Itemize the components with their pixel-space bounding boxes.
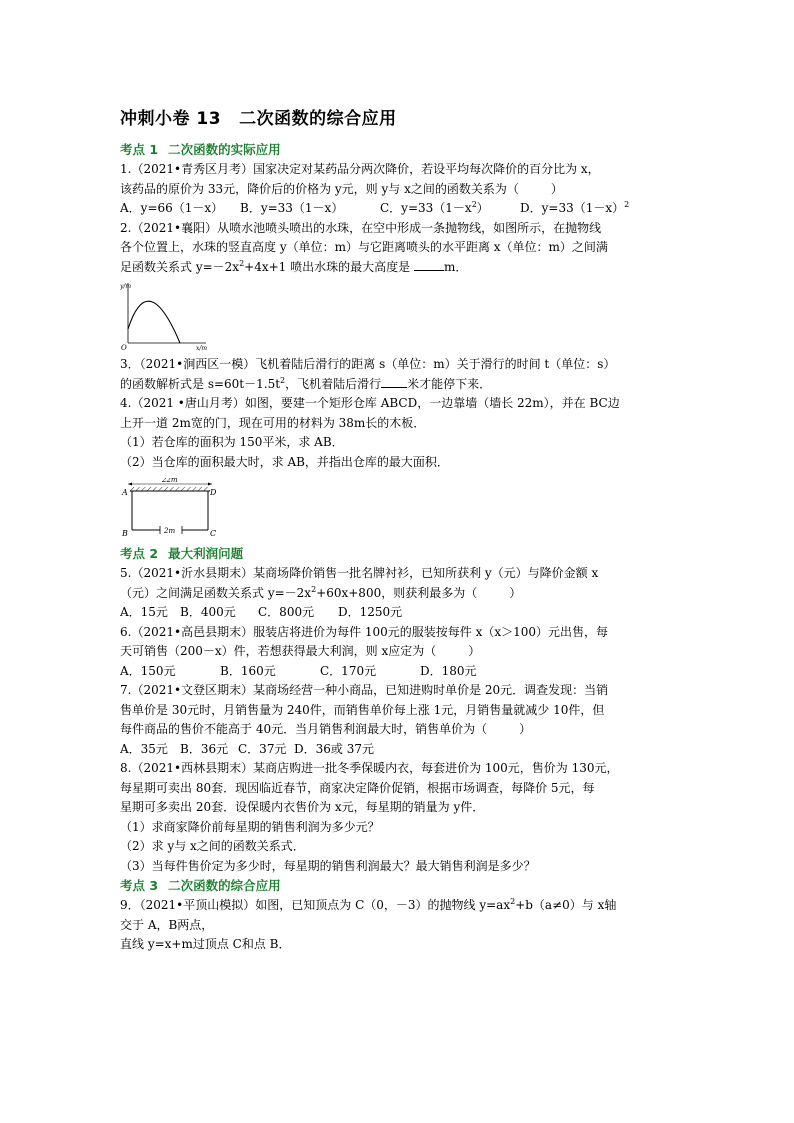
section-label: 考点 2 bbox=[120, 546, 159, 561]
warehouse-svg bbox=[120, 478, 230, 540]
option-a: A．150元 bbox=[120, 663, 176, 678]
sub-question: （2）求 y与 x之间的函数关系式． bbox=[120, 839, 305, 853]
parabola-svg bbox=[120, 279, 210, 351]
option-c: C．170元 bbox=[320, 663, 377, 678]
question-text: 5.（2021•沂水县期末）某商场降价销售一批名牌衬衫，已知所获利 y（元）与降价金额 x bbox=[120, 566, 599, 580]
sub-question: （3）当每件售价定为多少时，每星期的销售利润最大？最大销售利润是多少？ bbox=[120, 858, 536, 873]
question-text bbox=[120, 642, 680, 662]
question-6 bbox=[120, 623, 680, 682]
question-text: 售单价是 30元时，月销售量为 240件，而销售单价每上涨 1元，月销售量就减少 10件，但 bbox=[120, 702, 605, 717]
point-c-label: C bbox=[210, 529, 217, 538]
question-text: 2.（2021•襄阳）从喷水池喷头喷出的水珠，在空中形成一条抛物线，如图所示，在抛物线 bbox=[120, 220, 602, 235]
text-part: （元）之间满足函数关系式 y=－2x bbox=[120, 585, 312, 600]
origin-label: O bbox=[121, 344, 127, 351]
question-text: 3．（2021•涧西区一模）飞机着陆后滑行的距离 s（单位：m）关于滑行的时间 t（单位：s） bbox=[120, 357, 616, 371]
text-part: D．y=33（1－x） bbox=[520, 201, 625, 215]
section-heading-2 bbox=[120, 544, 680, 564]
option-b: B．400元 bbox=[180, 605, 236, 619]
sub-question: （1）若仓库的面积为 150平米，求 AB． bbox=[120, 435, 344, 449]
options bbox=[120, 603, 680, 623]
section-name: 二次函数的实际应用 bbox=[168, 142, 281, 157]
option-d: D．180元 bbox=[420, 663, 477, 678]
text-part: +60x+800，则获利最多为（ bbox=[316, 585, 478, 600]
section-name: 最大利润问题 bbox=[168, 546, 244, 561]
wall-length-label: 22m bbox=[162, 478, 178, 484]
question-text: 7.（2021•文登区期末）某商场经营一种小商品，已知进购时单价是 20元．调查发现：当销 bbox=[120, 683, 609, 697]
option-a: A．15元 bbox=[120, 605, 168, 619]
option-c: C．800元 bbox=[258, 605, 315, 619]
text-part: 每件商品的售价不能高于 40元．当月销售利润最大时，销售单价为（ bbox=[120, 722, 488, 736]
text-part: 该药品的原价为 33元，降价后的价格为 y元，则 y与 x之间的函数关系为（ bbox=[120, 181, 519, 196]
title-prefix: 冲刺小卷 13 bbox=[120, 109, 222, 129]
question-text bbox=[120, 258, 680, 278]
option-d bbox=[520, 199, 629, 219]
options bbox=[120, 662, 680, 682]
arrow-right bbox=[208, 483, 212, 486]
question-4 bbox=[120, 394, 680, 540]
text-part: ） bbox=[476, 201, 489, 215]
question-text: 1.（2021•青秀区月考）国家决定对某药品分两次降价，若设平均每次降价的百分比为 x， bbox=[120, 162, 600, 176]
answer-blank[interactable] bbox=[414, 260, 444, 271]
text-part: 9．（2021•平顶山模拟）如图，已知顶点为 C（0，－3）的抛物线 y=ax bbox=[120, 898, 511, 912]
point-d-label: D bbox=[210, 488, 217, 497]
section-heading-3 bbox=[120, 876, 680, 896]
text-part: ） bbox=[550, 181, 563, 196]
text-part: C．y=33（1－x bbox=[380, 201, 472, 215]
text-part: ） bbox=[509, 585, 522, 600]
question-text bbox=[120, 896, 680, 916]
question-text: 6.（2021•高邑县期末）服装店将进价为每件 100元的服装按每件 x（x＞100）元出售，每 bbox=[120, 624, 609, 639]
text-part: +b（a≠0）与 x轴 bbox=[515, 898, 617, 912]
text-part: ） bbox=[468, 644, 481, 658]
worksheet bbox=[120, 108, 680, 955]
text-part: 米才能停下来． bbox=[407, 376, 492, 391]
page-title bbox=[120, 108, 680, 130]
text-part: 天可销售（200－x）件，若想获得最大利润，则 x应定为（ bbox=[120, 644, 437, 658]
question-text: 8.（2021•西林县期末）某商店购进一批冬季保暖内衣，每套进价为 100元，售价为 130元， bbox=[120, 761, 619, 775]
superscript: 2 bbox=[239, 258, 245, 268]
y-axis-label: y/m bbox=[120, 283, 132, 290]
question-text bbox=[120, 180, 680, 200]
text-part: 的函数解析式是 s=60t－1.5t bbox=[120, 376, 281, 391]
section-name: 二次函数的综合应用 bbox=[168, 878, 281, 893]
text-part: ，飞机着陆后滑行 bbox=[285, 376, 382, 391]
option-b: B．160元 bbox=[220, 663, 276, 678]
wall-hatching bbox=[130, 487, 210, 491]
superscript: 2 bbox=[280, 375, 286, 385]
parabola-curve bbox=[128, 301, 180, 343]
superscript: 2 bbox=[510, 897, 516, 906]
options bbox=[120, 199, 680, 219]
x-axis-label: x/m bbox=[196, 345, 208, 351]
question-text bbox=[120, 375, 680, 395]
question-text bbox=[120, 584, 680, 604]
text-part: m． bbox=[443, 259, 468, 274]
door-width-label: 2m bbox=[164, 527, 176, 535]
question-3 bbox=[120, 355, 680, 394]
question-text: 星期可多卖出 20套．设保暖内衣售价为 x元，每星期的销量为 y件． bbox=[120, 800, 485, 814]
answer-blank[interactable] bbox=[381, 377, 407, 388]
question-5 bbox=[120, 564, 680, 623]
option-a: A．y=66（1－x） bbox=[120, 201, 224, 215]
parabola-figure bbox=[120, 279, 210, 351]
section-label: 考点 1 bbox=[120, 142, 159, 157]
option-d: D．1250元 bbox=[338, 605, 403, 619]
text-part: ） bbox=[519, 722, 532, 736]
option-d: D．36或 37元 bbox=[294, 741, 374, 756]
arrow-left bbox=[128, 483, 132, 486]
sub-question: （2）当仓库的面积最大时，求 AB，并指出仓库的最大面积． bbox=[120, 454, 449, 469]
option-c: C．37元 bbox=[238, 741, 287, 756]
question-8 bbox=[120, 759, 680, 876]
superscript: 2 bbox=[471, 200, 477, 209]
option-a: A．35元 bbox=[120, 741, 168, 756]
question-text: 上开一道 2m宽的门，现在可用的材料为 38m长的木板． bbox=[120, 415, 426, 430]
section-heading-1 bbox=[120, 140, 680, 160]
question-1 bbox=[120, 160, 680, 219]
question-text: 每星期可卖出 80套．现因临近春节，商家决定降价促销，根据市场调查，每降价 5元，每 bbox=[120, 780, 595, 795]
section-label: 考点 3 bbox=[120, 878, 159, 893]
warehouse-figure bbox=[120, 478, 230, 540]
option-b: B．36元 bbox=[180, 741, 229, 756]
question-9 bbox=[120, 896, 680, 955]
text-part: +4x+1 喷出水珠的最大高度是 bbox=[244, 259, 411, 274]
question-text: 直线 y=x+m过顶点 C和点 B． bbox=[120, 937, 291, 951]
point-b-label: B bbox=[122, 529, 128, 538]
question-text: 交于 A，B两点， bbox=[120, 917, 214, 932]
question-text bbox=[120, 720, 680, 740]
question-text: 4.（2021 •唐山月考）如图，要建一个矩形仓库 ABCD，一边靠墙（墙长 22m），并在 BC边 bbox=[120, 396, 620, 410]
point-a-label: A bbox=[122, 488, 128, 497]
sub-question: （1）求商家降价前每星期的销售利润为多少元？ bbox=[120, 819, 380, 834]
superscript: 2 bbox=[624, 200, 630, 209]
question-2 bbox=[120, 219, 680, 352]
superscript: 2 bbox=[311, 584, 317, 594]
question-text: 各个位置上，水珠的竖直高度 y（单位：m）与它距离喷头的水平距离 x（单位：m）之间满 bbox=[120, 240, 608, 254]
text-part: 足函数关系式 y=－2x bbox=[120, 259, 240, 274]
question-7 bbox=[120, 681, 680, 759]
options bbox=[120, 740, 680, 760]
option-c bbox=[380, 199, 520, 219]
title-text: 二次函数的综合应用 bbox=[239, 109, 397, 129]
option-b: B．y=33（1－x） bbox=[240, 201, 344, 215]
